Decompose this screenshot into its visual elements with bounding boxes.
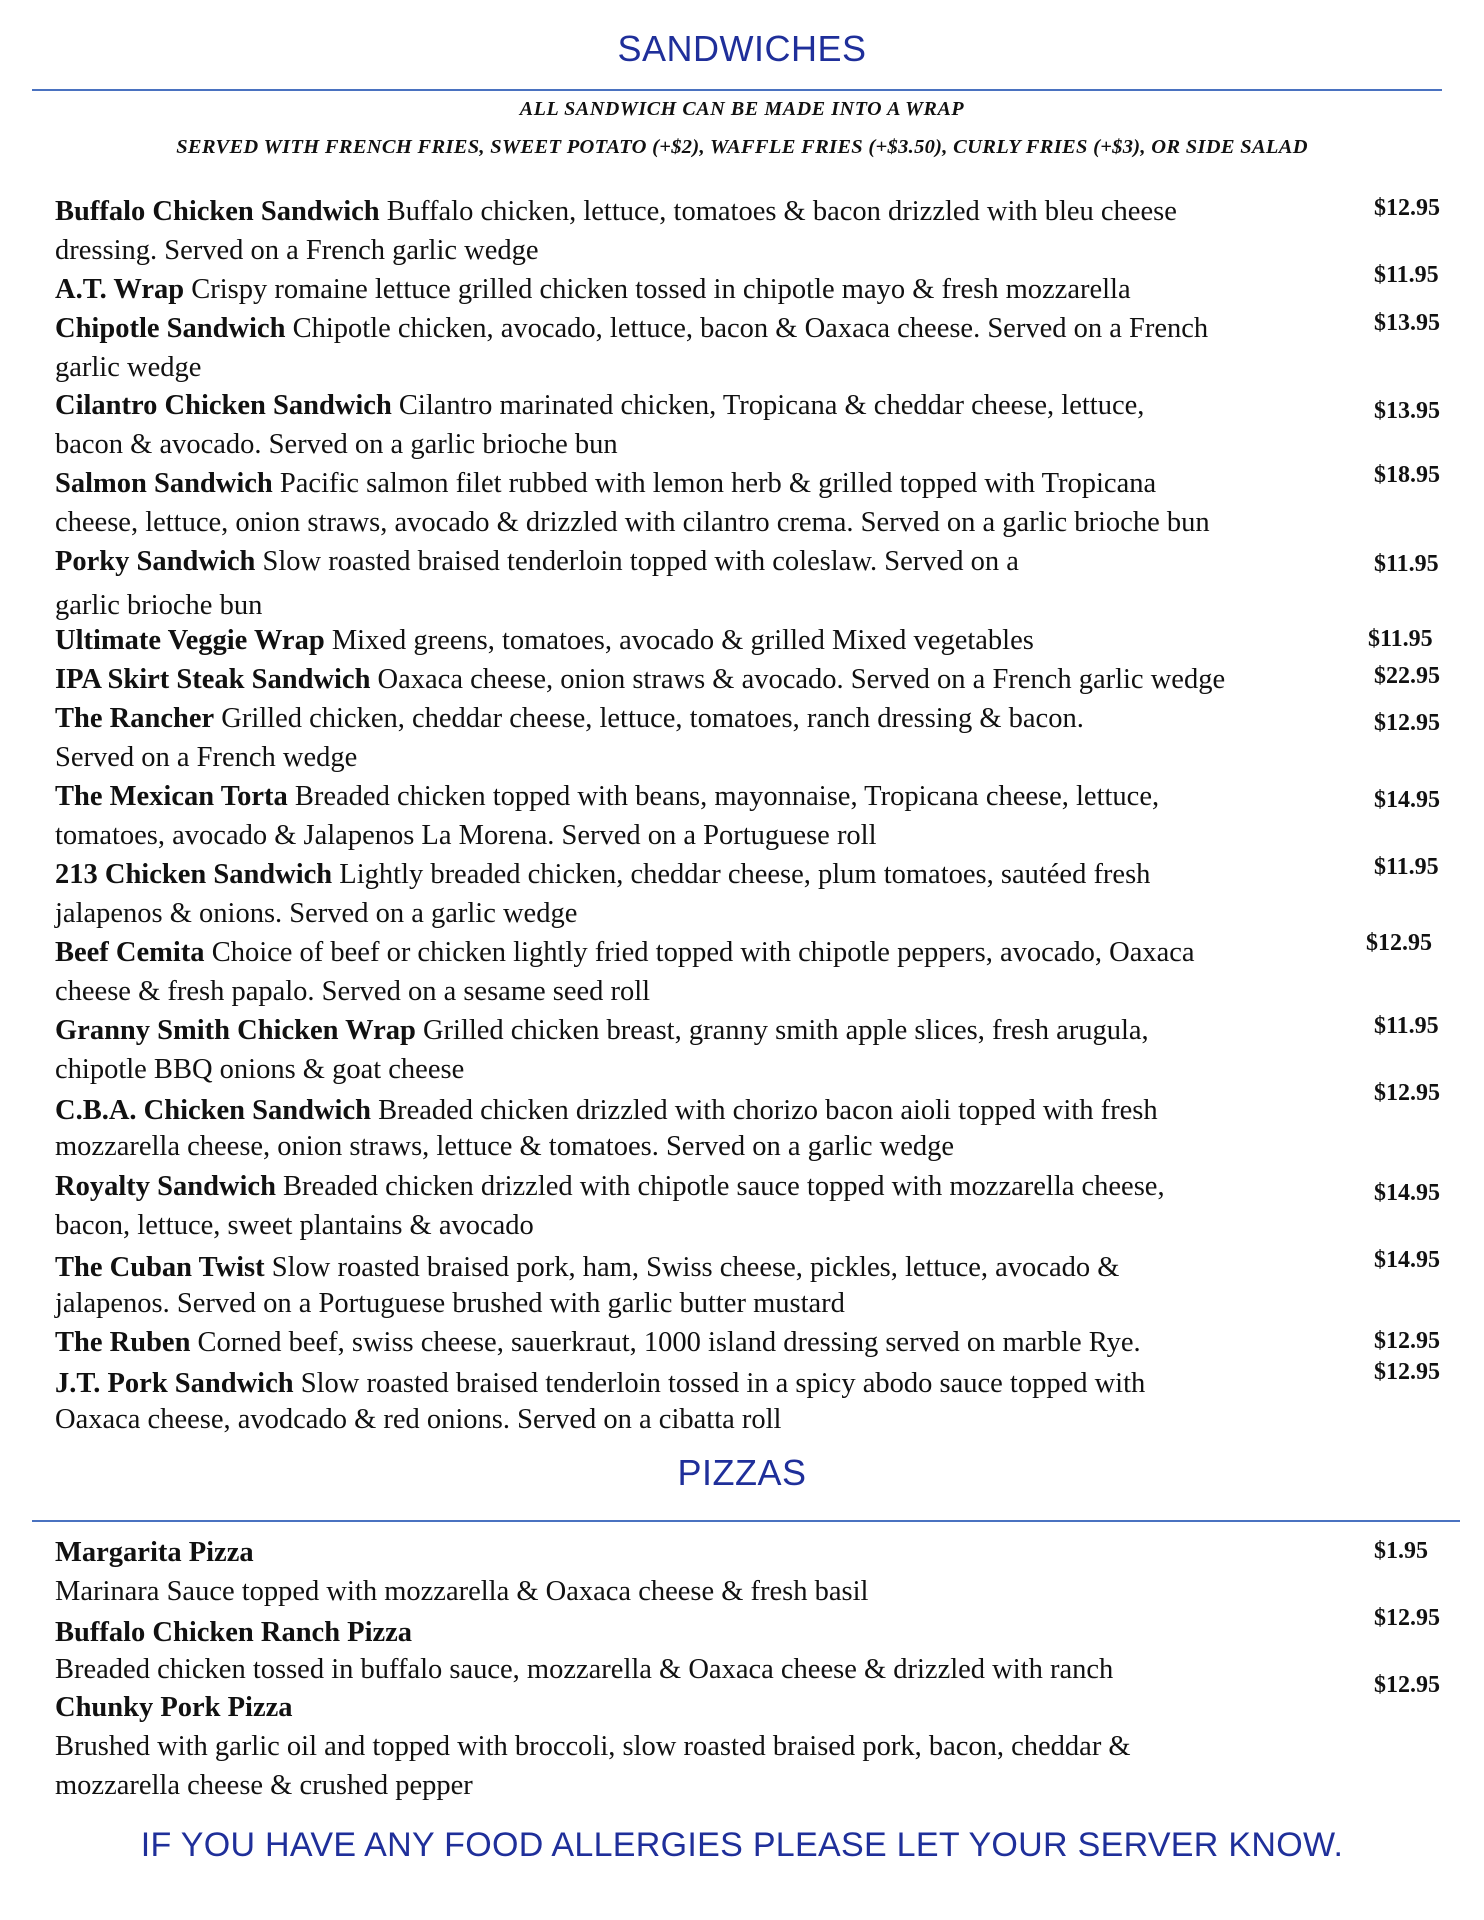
- item-description: tomatoes, avocado & Jalapenos La Morena. Served on a Portuguese roll: [55, 820, 877, 851]
- item-price: $13.95: [1374, 310, 1440, 336]
- item-description: Cilantro marinated chicken, Tropicana & cheddar cheese, lettuce,: [391, 390, 1145, 421]
- item-description: chipotle BBQ onions & goat cheese: [55, 1054, 465, 1085]
- item-price: $11.95: [1374, 854, 1439, 880]
- item-description: Grilled chicken breast, granny smith apple slices, fresh arugula,: [415, 1015, 1149, 1046]
- item-price: $12.95: [1374, 195, 1440, 221]
- menu-item-chipotle-sandwich: [55, 309, 1335, 387]
- sandwiches-divider: [32, 89, 1442, 91]
- item-description: Marinara Sauce topped with mozzarella & Oaxaca cheese & fresh basil: [55, 1576, 869, 1607]
- item-name: The Ruben: [55, 1327, 191, 1358]
- item-name: Margarita Pizza: [55, 1537, 254, 1568]
- item-name: A.T. Wrap: [55, 274, 185, 305]
- sandwiches-heading: SANDWICHES: [617, 28, 867, 69]
- menu-item-the-mexican-torta: [55, 777, 1335, 855]
- menu-item-beef-cemita: [55, 933, 1335, 1011]
- item-price: $14.95: [1374, 787, 1440, 813]
- item-description: Breaded chicken topped with beans, mayonnaise, Tropicana cheese, lettuce,: [287, 781, 1160, 812]
- item-price: $11.95: [1368, 626, 1433, 652]
- item-name: The Rancher: [55, 703, 215, 734]
- item-description: cheese & fresh papalo. Served on a sesame seed roll: [55, 976, 651, 1007]
- menu-item-margarita-pizza: [55, 1533, 1335, 1611]
- item-price: $12.95: [1374, 1328, 1440, 1354]
- menu-item-salmon-sandwich: [55, 464, 1335, 542]
- pizzas-divider: [32, 1520, 1460, 1522]
- item-price: $12.95: [1366, 930, 1432, 956]
- item-price: $11.95: [1374, 262, 1439, 288]
- item-price: $14.95: [1374, 1247, 1440, 1273]
- item-price: $12.95: [1374, 1080, 1440, 1106]
- item-description: Breaded chicken tossed in buffalo sauce, mozzarella & Oaxaca cheese & drizzled with ranch: [55, 1654, 1114, 1685]
- item-description: Slow roasted braised pork, ham, Swiss cheese, pickles, lettuce, avocado &: [264, 1252, 1120, 1283]
- item-price: $11.95: [1374, 551, 1439, 577]
- item-description: Breaded chicken drizzled with chipotle sauce topped with mozzarella cheese,: [275, 1171, 1165, 1202]
- menu-item-buffalo-chicken-sandwich: [55, 192, 1335, 270]
- item-description: Breaded chicken drizzled with chorizo bacon aioli topped with fresh: [370, 1095, 1158, 1126]
- pizzas-heading: PIZZAS: [677, 1452, 807, 1493]
- item-description: bacon & avocado. Served on a garlic brioche bun: [55, 429, 618, 460]
- menu-item-the-rancher: [55, 699, 1335, 777]
- menu-item-at-wrap: [55, 270, 1335, 309]
- menu-item-granny-smith-chicken-wrap: [55, 1011, 1335, 1089]
- allergy-notice: IF YOU HAVE ANY FOOD ALLERGIES PLEASE LET YOUR SERVER KNOW.: [140, 1826, 1344, 1864]
- item-name: Royalty Sandwich: [55, 1171, 276, 1202]
- item-name: IPA Skirt Steak Sandwich: [55, 664, 371, 695]
- item-description: cheese, lettuce, onion straws, avocado & drizzled with cilantro crema. Served on a garlic brioche bun: [55, 507, 1210, 538]
- item-name: Buffalo Chicken Sandwich: [55, 196, 380, 227]
- item-description: Choice of beef or chicken lightly fried topped with chipotle peppers, avocado, Oaxaca: [204, 937, 1195, 968]
- item-description: Lightly breaded chicken, cheddar cheese, plum tomatoes, sautéed fresh: [332, 859, 1151, 890]
- menu-item-royalty-sandwich: [55, 1167, 1335, 1245]
- item-name: Beef Cemita: [55, 937, 205, 968]
- item-description: Pacific salmon filet rubbed with lemon herb & grilled topped with Tropicana: [272, 468, 1157, 499]
- item-description: Grilled chicken, cheddar cheese, lettuce, tomatoes, ranch dressing & bacon.: [214, 703, 1084, 734]
- item-description: jalapenos. Served on a Portuguese brushed with garlic butter mustard: [55, 1288, 845, 1319]
- item-name: Cilantro Chicken Sandwich: [55, 390, 392, 421]
- item-price: $12.95: [1374, 1672, 1440, 1698]
- item-name: The Mexican Torta: [55, 781, 288, 812]
- item-description: Mixed greens, tomatoes, avocado & grilled Mixed vegetables: [324, 625, 1034, 656]
- menu-item-213-chicken-sandwich: [55, 855, 1335, 933]
- menu-item-the-cuban-twist: [55, 1248, 1335, 1323]
- item-description: Slow roasted braised tenderloin tossed in a spicy abodo sauce topped with: [293, 1368, 1146, 1399]
- item-description: Served on a French wedge: [55, 742, 358, 773]
- item-description: Corned beef, swiss cheese, sauerkraut, 1000 island dressing served on marble Rye.: [190, 1327, 1141, 1358]
- item-price: $1.95: [1374, 1538, 1428, 1564]
- item-description: garlic wedge: [55, 352, 202, 383]
- menu-item-ipa-skirt-steak-sandwich: [55, 660, 1335, 699]
- item-description: Oaxaca cheese, onion straws & avocado. Served on a French garlic wedge: [370, 664, 1226, 695]
- item-price: $12.95: [1374, 1359, 1440, 1385]
- wrap-note: ALL SANDWICH CAN BE MADE INTO A WRAP: [519, 98, 965, 120]
- menu-item-porky-sandwich: [55, 542, 1335, 625]
- item-name: C.B.A. Chicken Sandwich: [55, 1095, 371, 1126]
- item-name: 213 Chicken Sandwich: [55, 859, 333, 890]
- menu-item-cba-chicken-sandwich: [55, 1091, 1335, 1166]
- item-name: Salmon Sandwich: [55, 468, 273, 499]
- item-name: The Cuban Twist: [55, 1252, 265, 1283]
- menu-item-cilantro-chicken-sandwich: [55, 386, 1335, 464]
- item-description: Crispy romaine lettuce grilled chicken tossed in chipotle mayo & fresh mozzarella: [184, 274, 1131, 305]
- item-name: Ultimate Veggie Wrap: [55, 625, 325, 656]
- item-name: Porky Sandwich: [55, 546, 256, 577]
- menu-item-buffalo-chicken-ranch-pizza: [55, 1613, 1335, 1689]
- item-description: Buffalo chicken, lettuce, tomatoes & bacon drizzled with bleu cheese: [379, 196, 1177, 227]
- sides-note: SERVED WITH FRENCH FRIES, SWEET POTATO (+$2), WAFFLE FRIES (+$3.50), CURLY FRIES (+$3), OR SIDE SALAD: [176, 136, 1308, 158]
- item-price: $12.95: [1374, 710, 1440, 736]
- item-price: $22.95: [1374, 663, 1440, 689]
- item-description: jalapenos & onions. Served on a garlic wedge: [55, 898, 578, 929]
- menu-item-jt-pork-sandwich: [55, 1364, 1335, 1439]
- item-name: Chunky Pork Pizza: [55, 1692, 293, 1723]
- item-description: Slow roasted braised tenderloin topped with coleslaw. Served on a: [255, 546, 1019, 577]
- item-description: Brushed with garlic oil and topped with broccoli, slow roasted braised pork, bacon, cheddar &: [55, 1731, 1131, 1762]
- item-name: Buffalo Chicken Ranch Pizza: [55, 1617, 413, 1648]
- item-price: $14.95: [1374, 1180, 1440, 1206]
- menu-item-chunky-pork-pizza: [55, 1688, 1335, 1805]
- item-description: garlic brioche bun: [55, 590, 263, 621]
- menu-item-the-ruben: [55, 1323, 1335, 1362]
- item-price: $18.95: [1374, 462, 1440, 488]
- item-description: mozzarella cheese & crushed pepper: [55, 1770, 473, 1801]
- item-description: Chipotle chicken, avocado, lettuce, bacon & Oaxaca cheese. Served on a French: [285, 313, 1209, 344]
- item-price: $12.95: [1374, 1605, 1440, 1631]
- item-price: $11.95: [1374, 1013, 1439, 1039]
- item-price: $13.95: [1374, 398, 1440, 424]
- item-description: mozzarella cheese, onion straws, lettuce & tomatoes. Served on a garlic wedge: [55, 1131, 954, 1162]
- item-description: bacon, lettuce, sweet plantains & avocado: [55, 1210, 534, 1241]
- item-name: Chipotle Sandwich: [55, 313, 286, 344]
- item-description: dressing. Served on a French garlic wedge: [55, 235, 539, 266]
- menu-item-ultimate-veggie-wrap: [55, 621, 1335, 660]
- item-name: Granny Smith Chicken Wrap: [55, 1015, 416, 1046]
- item-name: J.T. Pork Sandwich: [55, 1368, 294, 1399]
- item-description: Oaxaca cheese, avodcado & red onions. Served on a cibatta roll: [55, 1404, 782, 1435]
